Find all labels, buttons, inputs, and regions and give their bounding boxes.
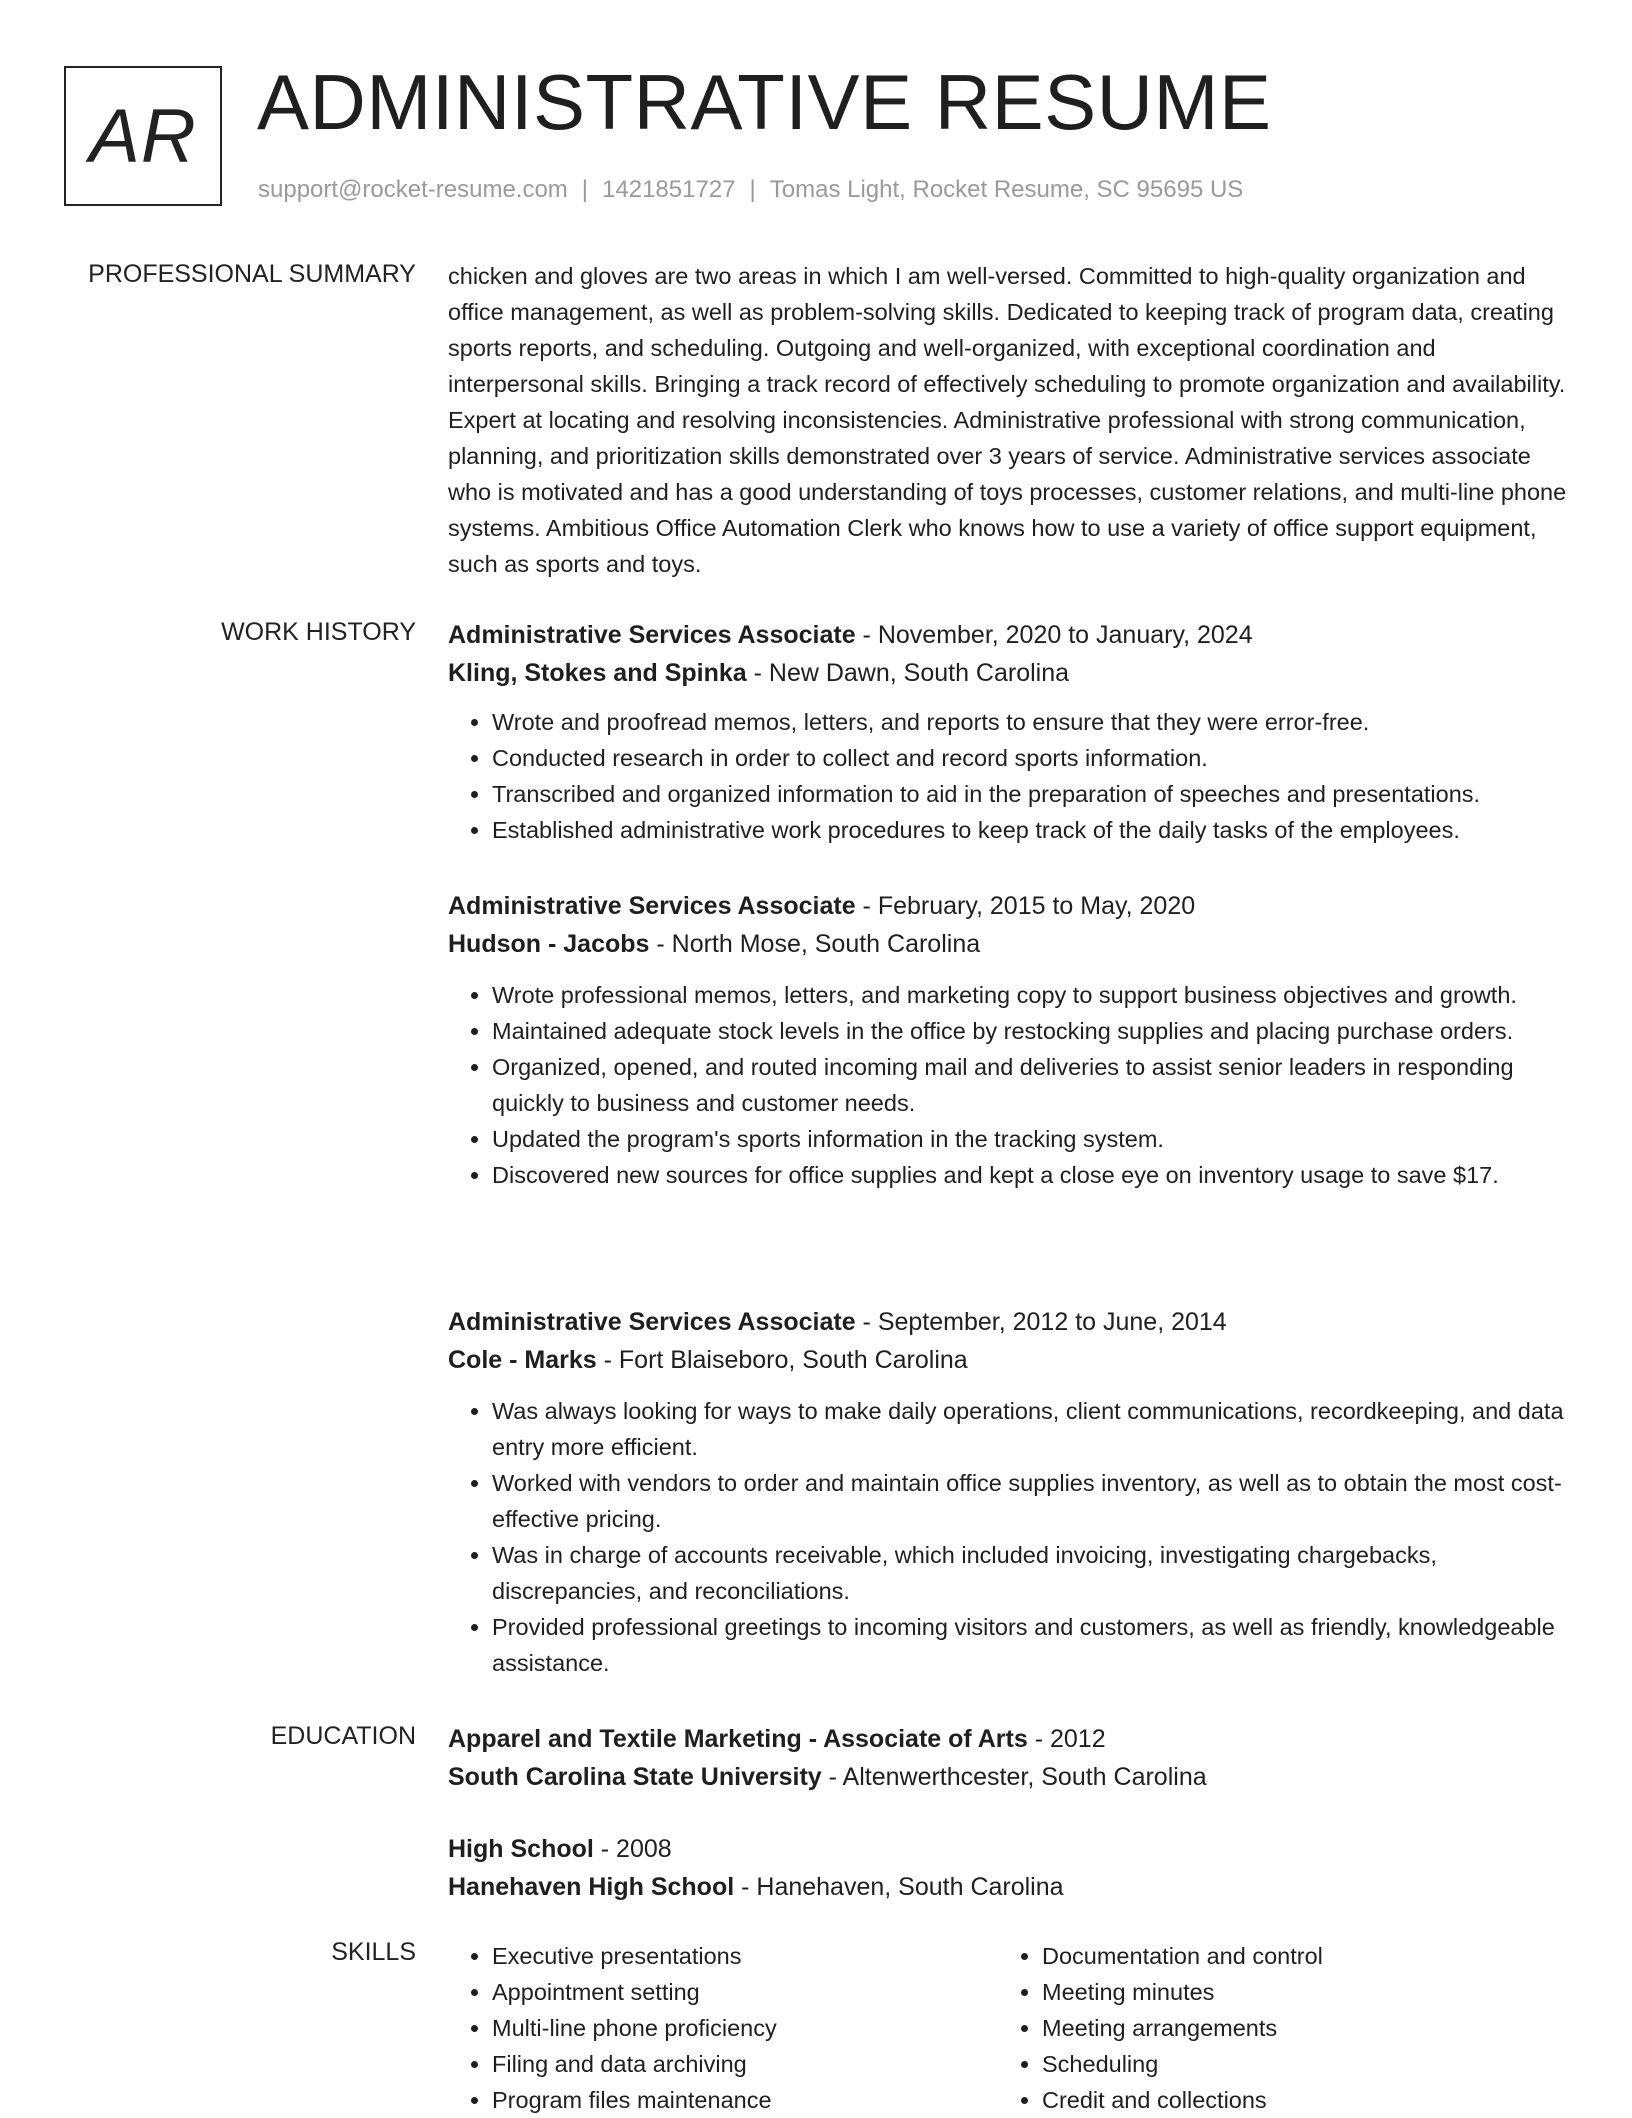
- job-entry: [448, 887, 1573, 1193]
- education-year: - 2012: [1027, 1725, 1106, 1753]
- job-bullets: [448, 977, 1573, 1193]
- job-bullet: • Wrote professional memos, letters, and marketing copy to support business objectives and growth.: [492, 977, 1573, 1013]
- job-bullets: [448, 704, 1573, 848]
- education-year: - 2008: [593, 1835, 672, 1863]
- job-bullet: • Updated the program's sports information in the tracking system.: [492, 1121, 1573, 1157]
- education-entry: [448, 1830, 1573, 1906]
- job-bullet: • Was in charge of accounts receivable, which included invoicing, investigating chargebacks, discrepancies, and reconciliations.: [492, 1537, 1573, 1609]
- job-company-line: [448, 654, 1573, 692]
- skill-item: • Meeting arrangements: [1042, 2010, 1518, 2046]
- skill-item: • Credit and collections: [1042, 2082, 1518, 2118]
- job-entry: [448, 616, 1573, 848]
- skill-item: • Appointment setting: [492, 1974, 968, 2010]
- job-bullet: • Wrote and proofread memos, letters, and reports to ensure that they were error-free.: [492, 704, 1573, 740]
- education-school: Hanehaven High School: [448, 1873, 735, 1901]
- job-dates: - September, 2012 to June, 2014: [855, 1308, 1227, 1336]
- job-entry: [448, 1303, 1573, 1681]
- job-bullet: • Organized, opened, and routed incoming mail and deliveries to assist senior leaders in responding quickly to business and customer needs.: [492, 1049, 1573, 1121]
- job-company-line: [448, 925, 1573, 963]
- job-bullet: • Worked with vendors to order and maintain office supplies inventory, as well as to obtain the most cost-effective pricing.: [492, 1465, 1573, 1537]
- education-degree-line: [448, 1830, 1573, 1868]
- job-company: Kling, Stokes and Spinka: [448, 659, 747, 687]
- skill-item: • Scheduling: [1042, 2046, 1518, 2082]
- job-bullets: [448, 1393, 1573, 1681]
- skill-item: • Meeting minutes: [1042, 1974, 1518, 2010]
- education-degree: High School: [448, 1835, 594, 1863]
- job-bullet: • Maintained adequate stock levels in the office by restocking supplies and placing purchase orders.: [492, 1013, 1573, 1049]
- skill-item: • Filing and data archiving: [492, 2046, 968, 2082]
- education-school-line: [448, 1868, 1573, 1906]
- job-company: Hudson - Jacobs: [448, 930, 650, 958]
- contact-address: Tomas Light, Rocket Resume, SC 95695 US: [769, 176, 1244, 203]
- job-title-line: [448, 616, 1573, 654]
- job-dates: - November, 2020 to January, 2024: [855, 621, 1253, 649]
- contact-phone[interactable]: 1421851727: [602, 176, 736, 203]
- resume-title: ADMINISTRATIVE RESUME: [257, 58, 1272, 146]
- education-degree: Apparel and Textile Marketing - Associate of Arts: [448, 1725, 1028, 1753]
- education-school-line: [448, 1758, 1573, 1796]
- section-label-work-history: WORK HISTORY: [221, 618, 416, 646]
- skill-item: • Multi-line phone proficiency: [492, 2010, 968, 2046]
- contact-separator: |: [581, 176, 589, 203]
- job-title: Administrative Services Associate: [448, 621, 856, 649]
- job-location: - New Dawn, South Carolina: [746, 659, 1070, 687]
- skills-list-left: [448, 1938, 968, 2118]
- education-entry: [448, 1720, 1573, 1796]
- job-title: Administrative Services Associate: [448, 1308, 856, 1336]
- skill-item: • Documentation and control: [1042, 1938, 1518, 1974]
- job-title: Administrative Services Associate: [448, 892, 856, 920]
- skill-item: • Executive presentations: [492, 1938, 968, 1974]
- job-title-line: [448, 1303, 1573, 1341]
- job-bullet: • Discovered new sources for office supplies and kept a close eye on inventory usage to save $17.: [492, 1157, 1573, 1193]
- summary-text: chicken and gloves are two areas in which I am well-versed. Committed to high-quality organization and office management, as well as problem-solving skills. Dedicated to keeping track of program data, creating sports reports, and scheduling. Outgoing and well-organized, with exceptional coordination and interpersonal skills. Bringing a track record of effectively scheduling to promote organization and availability. Expert at locating and resolving inconsistencies. Administrative professional with strong communication, planning, and prioritization skills demonstrated over 3 years of service. Administrative services associate who is motivated and has a good understanding of toys processes, customer relations, and multi-line phone systems. Ambitious Office Automation Clerk who knows how to use a variety of office support equipment, such as sports and toys.: [448, 263, 1567, 577]
- education-location: - Hanehaven, South Carolina: [734, 1873, 1064, 1901]
- contact-line: [258, 176, 1243, 204]
- job-bullet: • Established administrative work procedures to keep track of the daily tasks of the employees.: [492, 812, 1573, 848]
- education-location: - Altenwerthcester, South Carolina: [821, 1763, 1207, 1791]
- education-degree-line: [448, 1720, 1573, 1758]
- job-dates: - February, 2015 to May, 2020: [855, 892, 1196, 920]
- job-location: - Fort Blaiseboro, South Carolina: [596, 1346, 968, 1374]
- skills-list-right: [998, 1938, 1518, 2118]
- job-bullet: • Transcribed and organized information to aid in the preparation of speeches and presentations.: [492, 776, 1573, 812]
- job-bullet: • Was always looking for ways to make daily operations, client communications, recordkeeping, and data entry more efficient.: [492, 1393, 1573, 1465]
- education-school: South Carolina State University: [448, 1763, 822, 1791]
- job-bullet: • Provided professional greetings to incoming visitors and customers, as well as friendly, knowledgeable assistance.: [492, 1609, 1573, 1681]
- skill-item: • Program files maintenance: [492, 2082, 968, 2118]
- job-bullet: • Conducted research in order to collect and record sports information.: [492, 740, 1573, 776]
- skills-column-right: [998, 1938, 1518, 2118]
- job-company: Cole - Marks: [448, 1346, 597, 1374]
- section-label-education: EDUCATION: [270, 1722, 416, 1750]
- monogram: AR: [64, 66, 222, 206]
- summary-content: [448, 258, 1573, 582]
- job-company-line: [448, 1341, 1573, 1379]
- section-label-skills: SKILLS: [331, 1938, 416, 1966]
- section-label-summary: PROFESSIONAL SUMMARY: [88, 260, 416, 288]
- job-location: - North Mose, South Carolina: [649, 930, 981, 958]
- contact-separator: |: [749, 176, 756, 203]
- contact-email[interactable]: support@rocket-resume.com: [258, 176, 568, 203]
- skills-column-left: [448, 1938, 968, 2118]
- job-title-line: [448, 887, 1573, 925]
